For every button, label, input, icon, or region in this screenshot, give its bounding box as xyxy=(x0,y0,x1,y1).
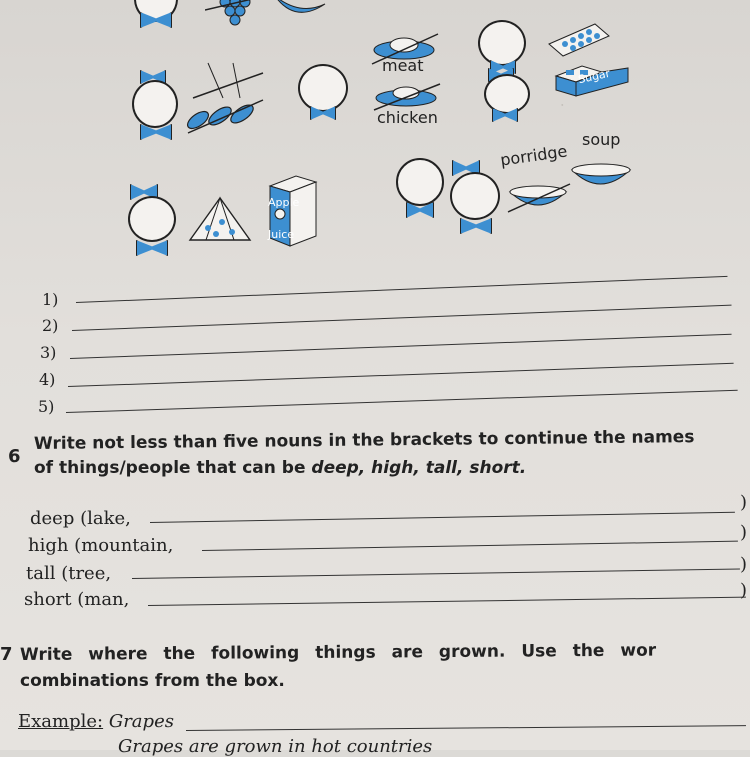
chocolate-box-icon xyxy=(545,18,611,58)
example-label xyxy=(18,711,174,732)
task-7-number: 7 xyxy=(0,644,13,665)
cake-slice-illustration xyxy=(186,194,254,246)
label-chicken: chicken xyxy=(377,108,438,127)
face-icon xyxy=(132,80,178,128)
row-deep-label: deep (lake, xyxy=(30,508,131,529)
bow-tie-icon xyxy=(136,240,168,256)
eggplant-icon xyxy=(178,58,268,138)
bowl-icon xyxy=(504,180,574,216)
row-high-label: high (mountain, xyxy=(28,535,174,556)
label-apple: Apple xyxy=(268,196,300,209)
row-deep-close: ) xyxy=(740,492,748,513)
show-through-text: . xyxy=(560,100,565,116)
answer-line-5[interactable] xyxy=(66,390,738,413)
chocolate-box-illustration xyxy=(545,18,611,58)
grapes-illustration xyxy=(205,0,265,36)
label-sugar: Sugar xyxy=(577,66,612,87)
crossed-eggplants-illustration xyxy=(178,58,268,138)
task-7-instruction-line1: Write where the following things are grown. Use the wor xyxy=(19,640,657,665)
answer-number-2: 2) xyxy=(42,316,59,335)
boy-face-illustration-3 xyxy=(392,158,448,218)
task-6-instruction-adjectives: deep, high, tall, short. xyxy=(311,458,527,478)
cake-icon xyxy=(186,194,254,246)
crossed-porridge-bowl-illustration xyxy=(504,180,574,216)
face-icon xyxy=(396,158,444,206)
label-porridge: porridge xyxy=(499,141,569,170)
answer-number-4: 4) xyxy=(39,370,56,389)
example-answer: Grapes are grown in hot countries xyxy=(118,736,433,757)
row-tall-label: tall (tree, xyxy=(26,563,112,584)
row-high-close: ) xyxy=(740,522,748,543)
girl-face-illustration-top xyxy=(130,0,180,26)
soup-bowl-illustration xyxy=(568,158,634,194)
row-short-line[interactable] xyxy=(148,597,746,606)
face-icon xyxy=(128,196,176,242)
task-6-instruction-line2 xyxy=(34,456,526,480)
answer-number-5: 5) xyxy=(38,397,55,416)
row-short-label: short (man, xyxy=(24,589,130,610)
answer-number-1: 1) xyxy=(42,290,59,309)
example-prefix: Example: xyxy=(18,711,104,732)
face-icon xyxy=(450,172,500,220)
row-short-close: ) xyxy=(740,580,748,601)
boy-face-illustration-2 xyxy=(474,20,530,72)
answer-line-3[interactable] xyxy=(70,334,732,359)
row-high-line[interactable] xyxy=(202,541,738,551)
bow-tie-icon xyxy=(460,218,492,234)
row-tall-line[interactable] xyxy=(132,568,740,579)
grapes-icon xyxy=(205,0,265,36)
answer-number-3: 3) xyxy=(40,343,57,362)
girl-face-illustration-3 xyxy=(124,184,180,256)
row-deep-line[interactable] xyxy=(150,512,735,523)
example-line xyxy=(186,725,746,731)
task-6-number: 6 xyxy=(8,446,21,467)
bananas-illustration xyxy=(270,0,330,24)
task-6-instruction-prefix: of things/people that can be xyxy=(34,458,312,478)
soup-bowl-icon xyxy=(568,158,634,194)
label-juice: Juice xyxy=(268,228,295,241)
label-meat: meat xyxy=(382,56,424,75)
task-7-instruction-line2: combinations from the box. xyxy=(20,671,285,691)
girl-face-illustration-4 xyxy=(446,160,504,232)
girl-face-illustration xyxy=(128,70,182,140)
answer-line-1[interactable] xyxy=(76,276,728,303)
girl-face-illustration-2 xyxy=(478,68,534,120)
row-tall-close: ) xyxy=(740,554,748,575)
answer-line-2[interactable] xyxy=(72,305,732,331)
face-icon xyxy=(484,74,530,114)
task-6-instruction-line1: Write not less than five nouns in the brackets to continue the names xyxy=(33,427,695,454)
answer-line-4[interactable] xyxy=(68,363,734,387)
boy-face-illustration xyxy=(296,60,350,116)
example-word: Grapes xyxy=(108,711,174,732)
banana-icon xyxy=(270,0,330,24)
face-icon xyxy=(478,20,526,66)
label-soup: soup xyxy=(582,130,621,149)
face-icon xyxy=(298,64,348,112)
